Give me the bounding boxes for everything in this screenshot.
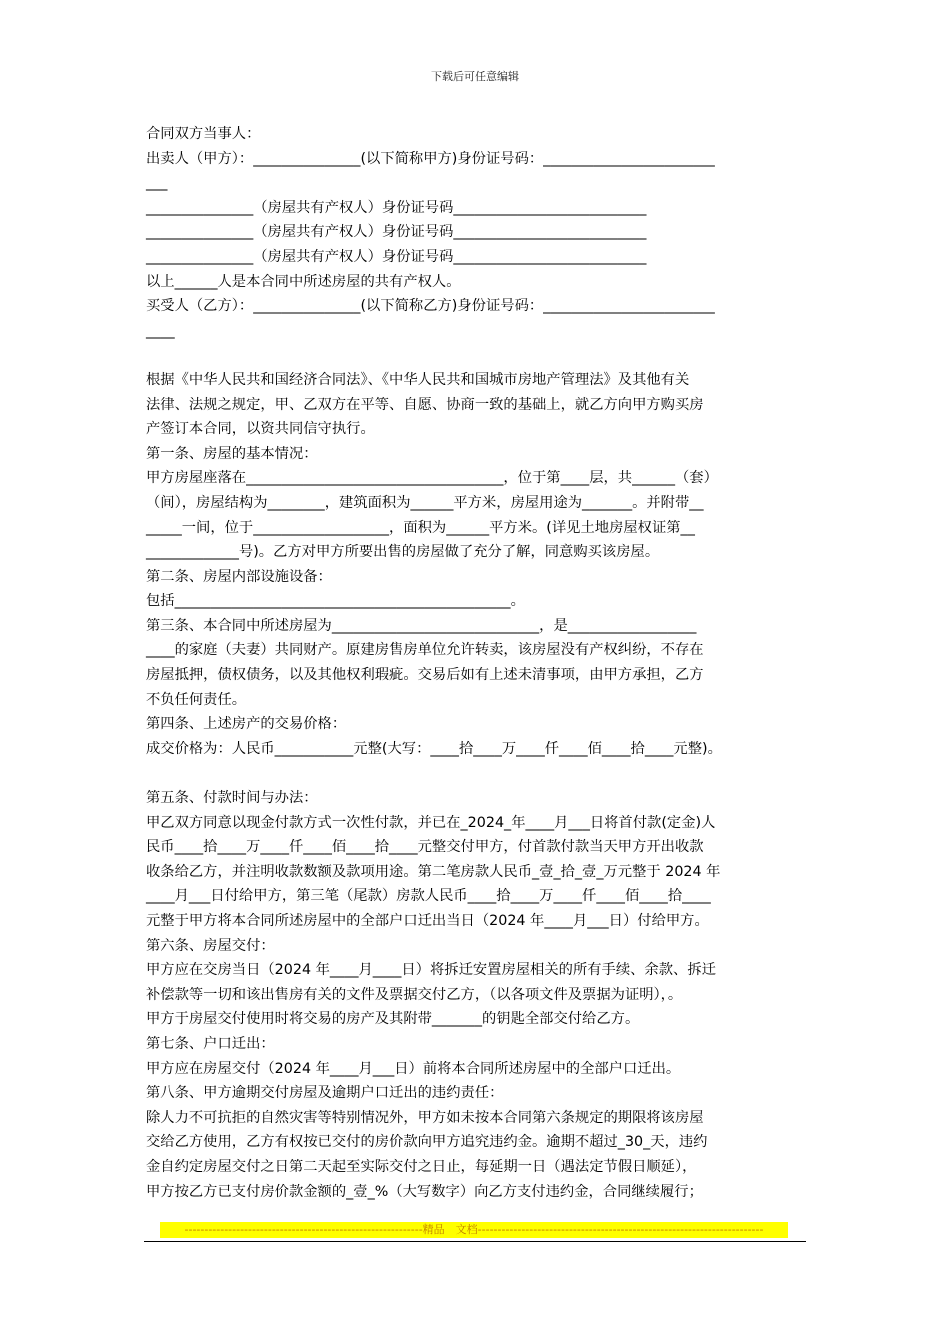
contract-line: 不负任何责任。 [146,691,247,708]
contract-line: 甲方按乙方已支付房价款金额的_壹_%（大写数字）向乙方支付违约金，合同继续履行； [146,1183,703,1200]
footer-banner: ------------------------------------------------------------精品 文档------------------------------------------------------------------------ [160,1222,788,1238]
contract-line: ____ [146,322,175,339]
contract-body [146,122,810,1204]
page-header: 下载后可任意编辑 [431,70,519,83]
contract-line: 甲乙双方同意以现金付款方式一次性付款，并已在_2024_年____月___日将首付款(定金)人 [146,814,716,831]
contract-line: 甲方房屋座落在____________________________________，位于第____层，共______（套） [146,470,718,487]
contract-line: _______________（房屋共有产权人）身份证号码___________________________ [146,224,647,241]
contract-line: 元整于甲方将本合同所述房屋中的全部户口迁出当日（2024 年____月___日）付给甲方。 [146,913,709,929]
contract-line: 包括_______________________________________________。 [146,593,525,610]
contract-line: 产签订本合同，以资共同信守执行。 [146,421,375,438]
contract-line: 根据《中华人民共和国经济合同法》、《中华人民共和国城市房地产管理法》及其他有关 [146,371,690,388]
contract-line: ___ [146,175,168,192]
contract-line: 第七条、户口迁出： [146,1035,275,1052]
contract-line: 甲方应在房屋交付（2024 年____月___日）前将本合同所述房屋中的全部户口迁出。 [146,1060,681,1077]
contract-line: 买受人（乙方）：_______________(以下简称乙方)身份证号码：________________________ [146,298,715,315]
contract-line: 收条给乙方，并注明收款数额及款项用途。第二笔房款人民币_壹_拾_壹_万元整于 2024 年 [146,863,721,880]
contract-line: 第五条、付款时间与办法： [146,790,318,807]
contract-line: 出卖人（甲方）：_______________(以下简称甲方)身份证号码：________________________ [146,150,715,167]
contract-line: 甲方应在交房当日（2024 年____月____日）将拆迁安置房屋相关的所有手续、余款、拆迁 [146,962,716,979]
contract-line: 民币____拾____万____仟____佰____拾____元整交付甲方，付首款付款当天甲方开出收款 [146,839,704,856]
contract-line: 第三条、本合同中所述房屋为_____________________________，是__________________ [146,617,697,634]
contract-line: 合同双方当事人： [146,126,261,142]
contract-line: （间），房屋结构为________，建筑面积为______平方米，房屋用途为_______。并附带__ [146,494,704,511]
contract-line: 第八条、甲方逾期交付房屋及逾期户口迁出的违约责任： [146,1085,504,1102]
contract-line: ____的家庭（夫妻）共同财产。原建房售房单位允许转卖，该房屋没有产权纠纷，不存在 [146,642,704,659]
contract-line: 交给乙方使用，乙方有权按已交付的房价款向甲方追究违约金。逾期不超过_30_天，违约 [146,1134,708,1151]
contract-line: _____一间，位于___________________，面积为______平方米。(详见土地房屋权证第__ [146,519,695,536]
contract-line: 甲方于房屋交付使用时将交易的房产及其附带_______的钥匙全部交付给乙方。 [146,1011,640,1028]
contract-line: ____月___日付给甲方，第三笔（尾款）房款人民币____拾____万____仟____佰____拾____ [146,888,711,905]
footer-divider [144,1241,806,1242]
contract-line: 法律、法规之规定，甲、乙双方在平等、自愿、协商一致的基础上，就乙方向甲方购买房 [146,396,704,413]
contract-line: 成交价格为：人民币___________元整(大写：____拾____万____仟____佰____拾____元整)。 [146,740,722,757]
contract-line: 第四条、上述房产的交易价格： [146,716,347,733]
contract-line: _______________（房屋共有产权人）身份证号码___________________________ [146,248,647,265]
contract-line: _______________（房屋共有产权人）身份证号码___________________________ [146,199,647,216]
contract-line: 以上______人是本合同中所述房屋的共有产权人。 [146,273,461,290]
contract-line: _____________号)。乙方对甲方所要出售的房屋做了充分了解，同意购买该房屋。 [146,544,660,561]
contract-line: 金自约定房屋交付之日第二天起至实际交付之日止，每延期一日（遇法定节假日顺延）， [146,1158,697,1175]
contract-line: 补偿款等一切和该出售房有关的文件及票据交付乙方，（以各项文件及票据为证明），。 [146,986,683,1003]
contract-line: 第一条、房屋的基本情况： [146,445,318,462]
contract-line: 第二条、房屋内部设施设备： [146,568,332,585]
blank-line [146,761,810,786]
contract-line: 除人力不可抗拒的自然灾害等特别情况外，甲方如未按本合同第六条规定的期限将该房屋 [146,1109,704,1126]
contract-line: 房屋抵押，债权债务，以及其他权利瑕疵。交易后如有上述未清事项，由甲方承担，乙方 [146,667,704,684]
contract-line: 第六条、房屋交付： [146,937,275,954]
blank-line [146,343,810,368]
